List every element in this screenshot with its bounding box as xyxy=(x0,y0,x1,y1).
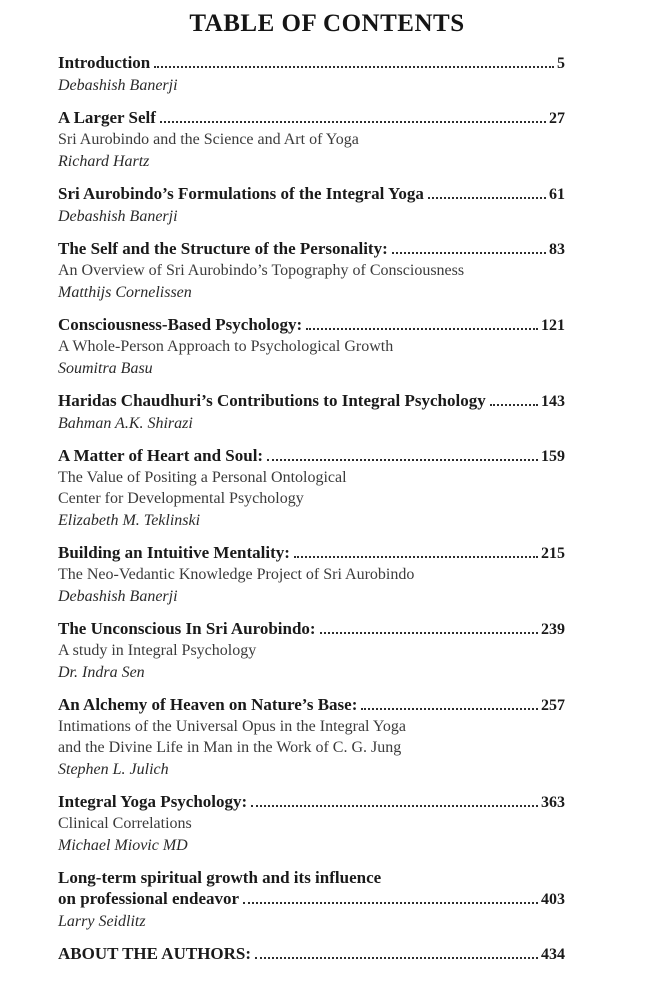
toc-entry-title-lines xyxy=(58,390,565,412)
leader-dots xyxy=(490,404,538,406)
toc-entry-subtitle: and the Divine Life in Man in the Work of C. G. Jung xyxy=(58,739,402,756)
leader-dots xyxy=(320,632,538,634)
toc-entry-title-lines xyxy=(58,542,565,564)
toc-entry-subtitle: A study in Integral Psychology xyxy=(58,642,257,659)
toc-entry-page: 5 xyxy=(557,55,565,72)
toc-entry-title: A Larger Self xyxy=(58,108,156,127)
toc-list xyxy=(58,52,565,965)
toc-entry-page: 27 xyxy=(549,110,565,127)
toc-entry xyxy=(58,943,565,965)
toc-entry-author: Michael Miovic MD xyxy=(58,837,188,854)
toc-entry-title: A Matter of Heart and Soul: xyxy=(58,446,264,465)
leader-dots xyxy=(255,957,538,959)
toc-entry-title-row xyxy=(58,183,565,205)
leader-dots xyxy=(154,66,554,68)
toc-entry-title-lines xyxy=(58,618,565,640)
toc-entry xyxy=(58,314,565,379)
toc-entry-title-row xyxy=(58,107,565,129)
toc-entry-title: The Unconscious In Sri Aurobindo: xyxy=(58,619,316,638)
toc-entry-subtitle: An Overview of Sri Aurobindo’s Topography of Consciousness xyxy=(58,262,465,279)
leader-dots xyxy=(361,708,538,710)
toc-entry xyxy=(58,107,565,172)
leader-dots xyxy=(392,252,546,254)
toc-entry-author: Elizabeth M. Teklinski xyxy=(58,512,201,529)
toc-entry-title-lines xyxy=(58,445,565,467)
leader-dots xyxy=(294,556,538,558)
toc-entry xyxy=(58,52,565,96)
toc-entry-title: Long-term spiritual growth and its influence xyxy=(58,868,382,887)
toc-entry-author: Stephen L. Julich xyxy=(58,761,169,778)
toc-entry-page: 159 xyxy=(541,448,565,465)
leader-dots xyxy=(267,459,538,461)
toc-entry-title: The Self and the Structure of the Personality: xyxy=(58,239,388,258)
toc-entry xyxy=(58,791,565,856)
toc-entry-subtitle: The Value of Positing a Personal Ontological xyxy=(58,469,347,486)
toc-entry-title-lines xyxy=(58,183,565,205)
toc-entry xyxy=(58,618,565,683)
toc-entry-page: 403 xyxy=(541,891,565,908)
toc-entry-title-row xyxy=(58,445,565,467)
toc-entry-author: Soumitra Basu xyxy=(58,360,153,377)
toc-entry-page: 143 xyxy=(541,393,565,410)
toc-entry-author: Richard Hartz xyxy=(58,153,150,170)
toc-entry xyxy=(58,238,565,303)
toc-entry-title-row xyxy=(58,943,565,965)
leader-dots xyxy=(243,902,538,904)
toc-entry-title-lines xyxy=(58,238,565,260)
toc-entry-title-row xyxy=(58,618,565,640)
toc-entry-title: Consciousness-Based Psychology: xyxy=(58,315,303,334)
toc-entry-title-lines xyxy=(58,107,565,129)
toc-entry-subtitle: Clinical Correlations xyxy=(58,815,192,832)
toc-entry-author: Debashish Banerji xyxy=(58,77,178,94)
toc-entry-title: Sri Aurobindo’s Formulations of the Integral Yoga xyxy=(58,184,424,203)
toc-entry xyxy=(58,390,565,434)
toc-entry-subtitle: Center for Developmental Psychology xyxy=(58,490,304,507)
toc-entry-page: 257 xyxy=(541,697,565,714)
toc-entry-title-lines xyxy=(58,694,565,716)
toc-entry xyxy=(58,183,565,227)
page-title: TABLE OF CONTENTS xyxy=(189,10,465,37)
toc-entry-author: Debashish Banerji xyxy=(58,588,178,605)
toc-entry-title: on professional endeavor xyxy=(58,889,240,908)
toc-entry-author: Matthijs Cornelissen xyxy=(58,284,192,301)
toc-entry-page: 434 xyxy=(541,946,565,963)
toc-entry-title-row xyxy=(58,542,565,564)
toc-entry-title-row xyxy=(58,694,565,716)
toc-entry-title-lines xyxy=(58,52,565,74)
toc-entry-title-row xyxy=(58,52,565,74)
toc-entry-page: 363 xyxy=(541,794,565,811)
toc-entry xyxy=(58,542,565,607)
toc-entry-page: 239 xyxy=(541,621,565,638)
toc-entry-title-lines xyxy=(58,314,565,336)
toc-entry-subtitle: A Whole-Person Approach to Psychological Growth xyxy=(58,338,394,355)
toc-entry-title: ABOUT THE AUTHORS: xyxy=(58,944,252,963)
toc-entry-author: Debashish Banerji xyxy=(58,208,178,225)
toc-entry-title: An Alchemy of Heaven on Nature’s Base: xyxy=(58,695,358,714)
leader-dots xyxy=(160,121,546,123)
toc-entry-title: Introduction xyxy=(58,53,151,72)
toc-entry-author: Dr. Indra Sen xyxy=(58,664,145,681)
toc-entry-page: 61 xyxy=(549,186,565,203)
toc-entry-title: Haridas Chaudhuri’s Contributions to Integral Psychology xyxy=(58,391,486,410)
toc-entry-page: 215 xyxy=(541,545,565,562)
toc-entry-title-lines xyxy=(58,867,565,910)
toc-entry-subtitle: Sri Aurobindo and the Science and Art of Yoga xyxy=(58,131,359,148)
toc-entry xyxy=(58,694,565,780)
toc-entry-title-lines xyxy=(58,943,565,965)
toc-entry-title-row xyxy=(58,390,565,412)
toc-entry-page: 121 xyxy=(541,317,565,334)
leader-dots xyxy=(251,805,538,807)
toc-entry-title: Building an Intuitive Mentality: xyxy=(58,543,290,562)
toc-entry-title-row xyxy=(58,888,565,910)
toc-entry-page: 83 xyxy=(549,241,565,258)
toc-entry-subtitle: Intimations of the Universal Opus in the Integral Yoga xyxy=(58,718,406,735)
leader-dots xyxy=(428,197,546,199)
toc-entry-title-row xyxy=(58,238,565,260)
toc-entry-title-row xyxy=(58,867,565,888)
toc-entry xyxy=(58,867,565,932)
leader-dots xyxy=(306,328,538,330)
toc-entry-title: Integral Yoga Psychology: xyxy=(58,792,248,811)
toc-entry-author: Larry Seidlitz xyxy=(58,913,146,930)
toc-entry-title-row xyxy=(58,314,565,336)
toc-entry-title-row xyxy=(58,791,565,813)
toc-entry-author: Bahman A.K. Shirazi xyxy=(58,415,193,432)
toc-entry xyxy=(58,445,565,531)
toc-entry-subtitle: The Neo-Vedantic Knowledge Project of Sri Aurobindo xyxy=(58,566,415,583)
toc-entry-title-lines xyxy=(58,791,565,813)
